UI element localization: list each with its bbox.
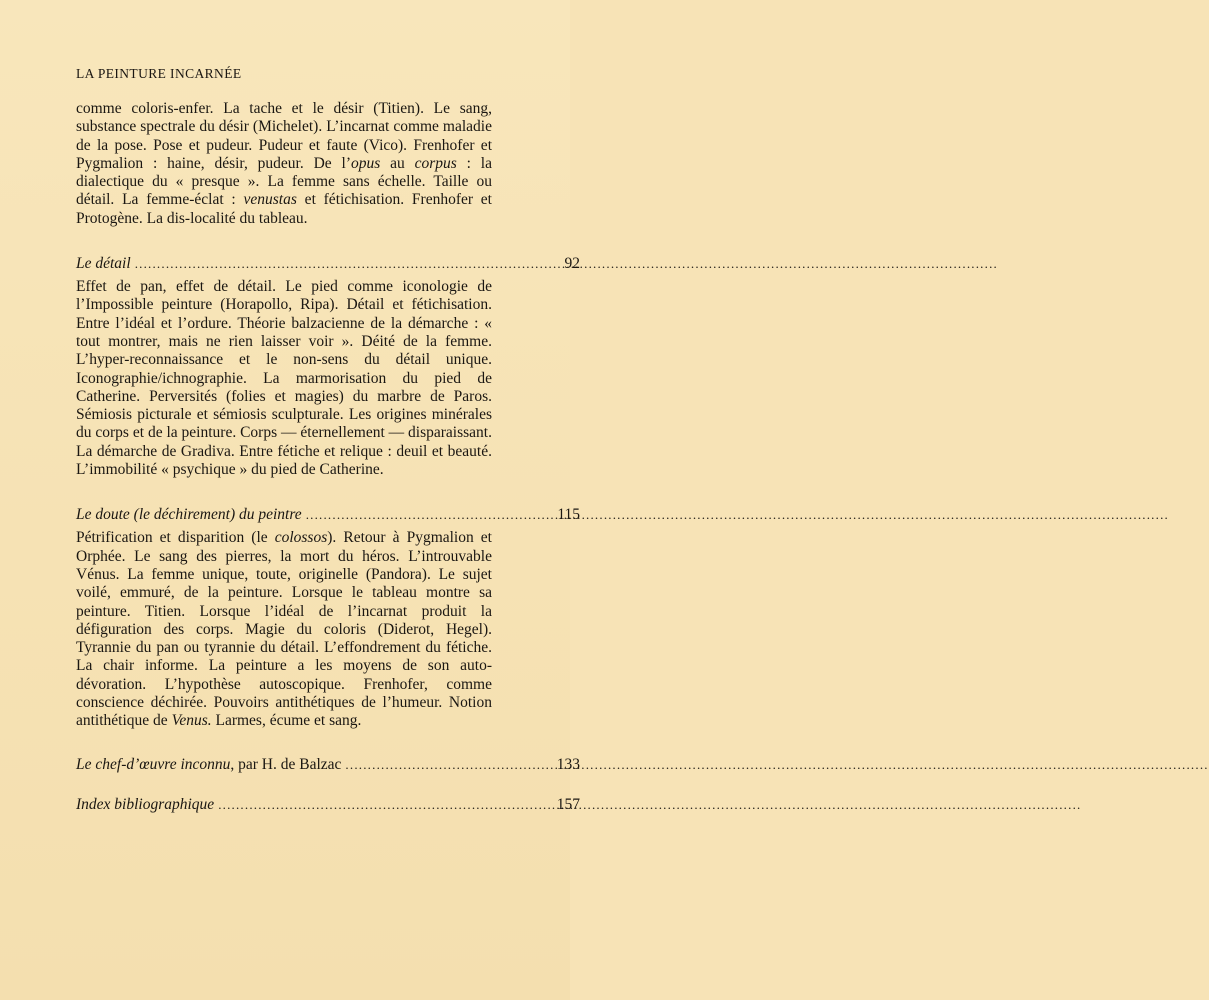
text-run: ). Retour à Pygmalion et Orphée. Le sang des pierres, la mort du héros. L’introuvable Vénus. La femme unique, toute, originelle (Pandora). Le sujet voilé, emmuré, de la peinture. Lorsque le tableau montre sa peinture. Titien. Lorsque l’idéal de l’incarnat produit la défiguration des corps. Magie du coloris (Diderot, Hegel). Tyrannie du pan ou tyrannie du détail. L’effondrement du fétiche. La chair informe. La peinture a les moyens de son auto-dévoration. L’hypothèse autoscopique. Frenhofer, comme conscience déchirée. Pouvoirs antithétiques de l’humeur. Notion antithétique de [76, 529, 492, 730]
text-run: au [380, 154, 415, 172]
toc-entry-title-author: , par H. de Balzac [230, 755, 342, 773]
toc-entry-chef-doeuvre[interactable] [76, 755, 580, 775]
toc-entry-index[interactable] [76, 795, 580, 815]
text-run: Effet de pan, effet de détail. Le pied comme iconologie de l’Impossible peinture (Horapollo, Ripa). Détail et fétichisation. Entre l’idéal et l’ordure. Théorie balzacienne de la démarche : « tout montrer, mais ne rien laisser voir ». Déité de la femme. L’hyper-reconnaissance et le non-sens du détail unique. Iconographie/ichnographie. La marmorisation du pied de Catherine. Perversités (folies et magies) du marbre de Paros. Sémiosis picturale et sémiosis sculpturale. Les origines minérales du corps et de la peinture. Corps — éternellement — disparaissant. La démarche de Gradiva. Entre fétiche et relique : deuil et beauté. L’immobilité « psychique » du pied de Catherine. [76, 278, 492, 479]
intro-paragraph [76, 100, 492, 228]
text-run: : la dialectique du « presque ». La femme sans échelle. Taille ou détail. La femme-éclat : [76, 154, 492, 209]
text-run: et fétichisation. Frenhofer et Protogène. La dis-localité du tableau. [76, 191, 492, 227]
toc-page-number: 133 [556, 755, 580, 773]
italic-run: opus [350, 154, 381, 172]
toc-page-number: 115 [557, 506, 580, 524]
toc-page-number: 92 [564, 255, 580, 273]
italic-run: corpus [414, 154, 457, 172]
running-head: LA PEINTURE INCARNÉE [76, 66, 242, 81]
toc-entry-title-italic: Le chef-d’œuvre inconnu [76, 755, 231, 773]
entry-summary-le-detail [76, 278, 492, 479]
toc-entry-title: Le détail [76, 255, 131, 273]
italic-run: Venus. [171, 712, 212, 730]
text-run: Larmes, écume et sang. [211, 712, 362, 730]
leader-dots [345, 755, 1208, 775]
italic-run: colossos [274, 529, 328, 547]
toc-page-number: 157 [556, 795, 580, 813]
entry-summary-le-doute [76, 529, 492, 730]
book-page [0, 0, 580, 1000]
toc-entry-title: Le doute (le déchirement) du peintre [76, 506, 302, 524]
text-run: comme coloris-enfer. La tache et le désir (Titien). Le sang, substance spectrale du désir (Michelet). L’incarnat comme maladie de la pose. Pose et pudeur. Pudeur et faute (Vico). Frenhofer et Pygmalion : haine, désir, pudeur. De l’ [76, 100, 492, 172]
toc-entry-title [76, 755, 341, 775]
toc-content [76, 100, 580, 815]
toc-entry-title: Index bibliographique [76, 795, 215, 813]
text-run: Pétrification et disparition (le [76, 529, 275, 547]
toc-entry-le-doute[interactable] [76, 505, 580, 525]
italic-run: venustas [243, 191, 297, 209]
leader-dots [218, 795, 1081, 815]
leader-dots [306, 505, 1169, 525]
toc-entry-le-detail[interactable] [76, 254, 580, 274]
